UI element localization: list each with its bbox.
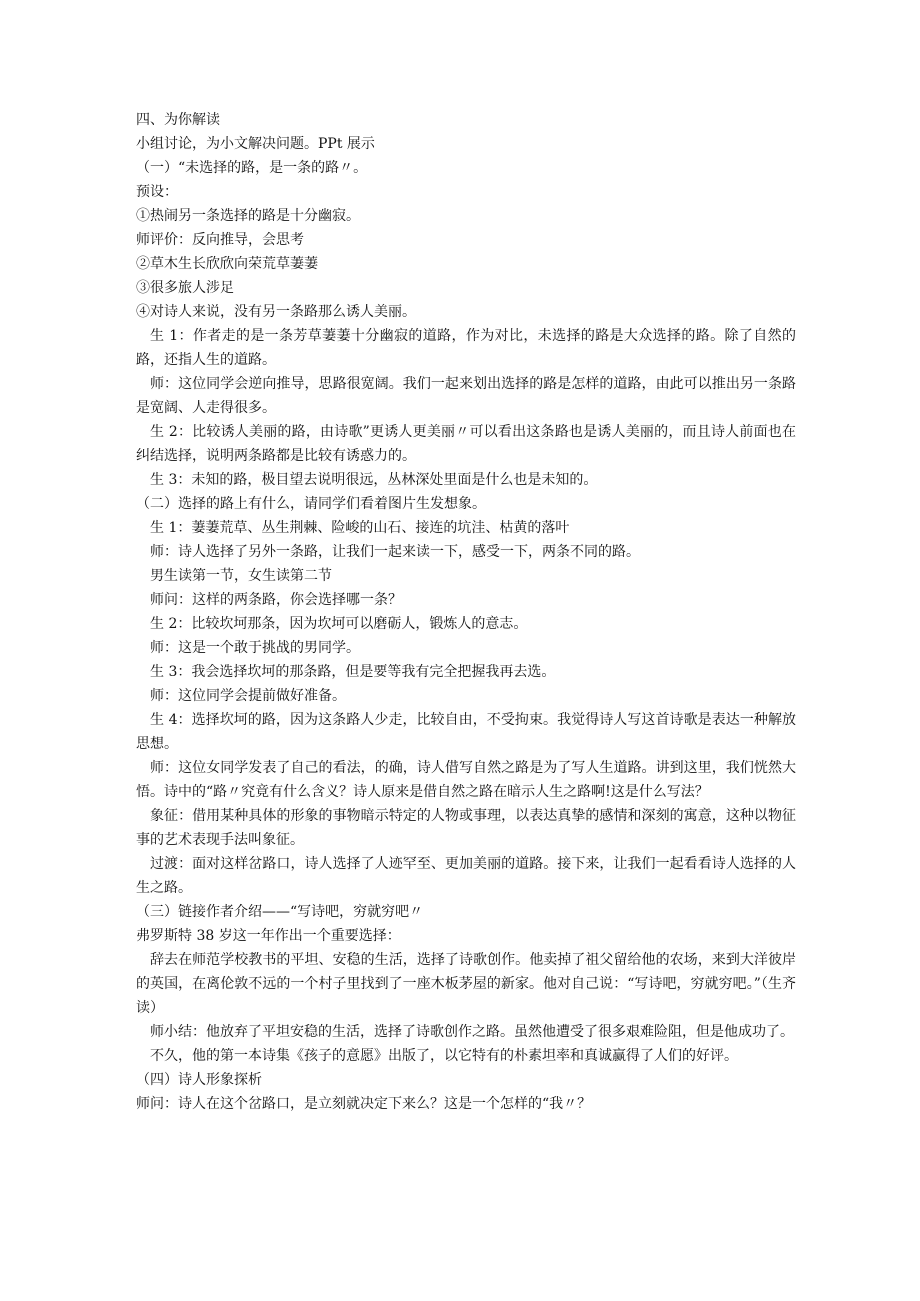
subsection-heading: （二）选择的路上有什么，请同学们看着图片生发想象。 [136,496,486,512]
paragraph: 生 1：作者走的是一条芳草萋萋十分幽寂的道路，作为对比，未选择的路是大众选择的路。除了自然的路，还指人生的道路。 [136,328,796,368]
text-line: 小组讨论，为小文解决问题。PPt 展示 [136,136,375,152]
text-line: 师：这位同学会提前做好准备。 [150,688,346,704]
text-line: ③很多旅人涉足 [136,280,234,296]
text-line: 生 3：我会选择坎坷的那条路，但是要等我有完全把握我再去选。 [150,664,556,680]
paragraph: 师：这位女同学发表了自己的看法，的确，诗人借写自然之路是为了写人生道路。讲到这里，我们恍然大悟。诗中的“路〃究竟有什么含义？诗人原来是借自然之路在暗示人生之路啊!这是什么写法？ [136,760,796,800]
text-line: 男生读第一节，女生读第二节 [150,568,332,584]
paragraph: 生 2：比较诱人美丽的路，由诗歌”更诱人更美丽〃可以看出这条路也是诱人美丽的，而且诗人前面也在纠结选择，说明两条路都是比较有诱惑力的。 [136,424,796,464]
text-line: 生 2：比较坎坷那条，因为坎坷可以磨砺人，锻炼人的意志。 [150,616,528,632]
section-heading: 四、为你解读 [136,112,220,128]
subsection-heading: （四）诗人形象探析 [136,1072,262,1088]
document-page [136,108,796,1116]
paragraph: 师小结：他放弃了平坦安稳的生活，选择了诗歌创作之路。虽然他遭受了很多艰难险阻，但是他成功了。 [150,1024,794,1040]
text-line: ①热闹另一条选择的路是十分幽寂。 [136,208,360,224]
text-line: 师：诗人选择了另外一条路，让我们一起来读一下，感受一下，两条不同的路。 [150,544,640,560]
paragraph: 过渡：面对这样岔路口，诗人选择了人迹罕至、更加美丽的道路。接下来，让我们一起看看诗人选择的人生之路。 [136,856,796,896]
text-line: 师评价：反向推导，会思考 [136,232,304,248]
text-line: 生 3：未知的路，极目望去说明很远，丛林深处里面是什么也是未知的。 [150,472,598,488]
text-line: 弗罗斯特 38 岁这一年作出一个重要选择： [136,928,401,944]
text-line: 预设： [136,184,178,200]
text-line: ②草木生长欣欣向荣荒草萋萋 [136,256,318,272]
text-line: 不久，他的第一本诗集《孩子的意愿》出版了，以它特有的朴素坦率和真诚赢得了人们的好评。 [150,1048,738,1064]
text-line: ④对诗人来说，没有另一条路那么诱人美丽。 [136,304,416,320]
paragraph: 师：这位同学会逆向推导，思路很宽阔。我们一起来划出选择的路是怎样的道路，由此可以推出另一条路是宽阔、人走得很多。 [136,376,796,416]
text-line: 生 1：萋萋荒草、丛生荆棘、险峻的山石、接连的坑洼、枯黄的落叶 [150,520,570,536]
subsection-heading: （一）“未选择的路，是一条的路〃。 [136,160,368,176]
text-line: 师：这是一个敢于挑战的男同学。 [150,640,360,656]
paragraph: 生 4：选择坎坷的路，因为这条路人少走，比较自由，不受拘束。我觉得诗人写这首诗歌是表达一种解放思想。 [136,712,796,752]
paragraph: 辞去在师范学校教书的平坦、安稳的生活，选择了诗歌创作。他卖掉了祖父留给他的农场，来到大洋彼岸的英国，在离伦敦不远的一个村子里找到了一座木板茅屋的新家。他对自己说：“写诗吧，穷就穷吧。”（生齐读） [136,952,796,1016]
text-line: 师问：诗人在这个岔路口，是立刻就决定下来么？这是一个怎样的“我〃？ [136,1096,592,1112]
text-line: 师问：这样的两条路，你会选择哪一条？ [150,592,402,608]
paragraph: 象征：借用某种具体的形象的事物暗示特定的人物或事理，以表达真挚的感情和深刻的寓意，这种以物征事的艺术表现手法叫象征。 [136,808,796,848]
subsection-heading: （三）链接作者介绍——“写诗吧，穷就穷吧〃 [136,904,424,920]
